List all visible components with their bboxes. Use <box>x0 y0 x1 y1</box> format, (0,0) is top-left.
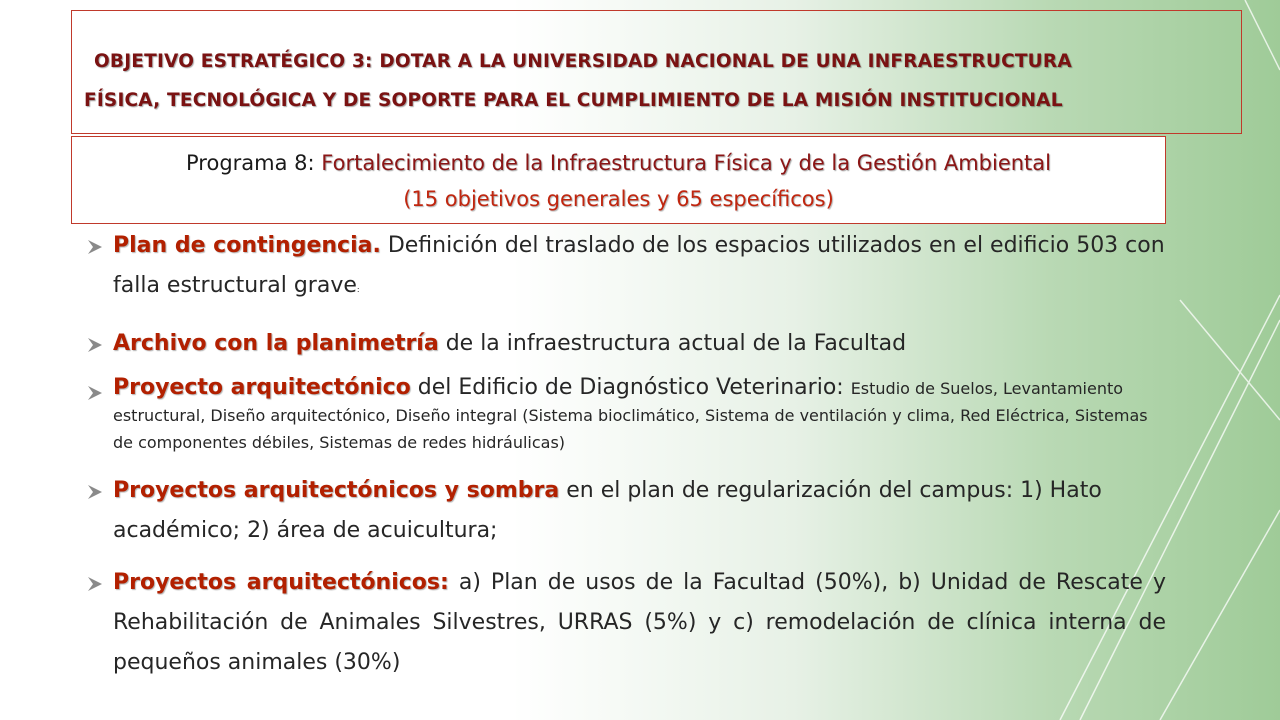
program-subtitle: (15 objetivos generales y 65 específicos) <box>403 187 834 211</box>
bullet-lead: Plan de contingencia. <box>113 233 381 258</box>
program-title <box>72 145 1165 181</box>
bullet-tiny-text: : <box>356 285 360 294</box>
bullet-item <box>84 563 1166 683</box>
bullet-text: en el plan de regularización del campus: 1) Hato académico; 2) área de acuicultura; <box>113 478 1102 543</box>
bullet-item <box>84 226 1166 310</box>
bullet-detail: Estudio de Suelos, Levantamiento estructural, Diseño arquitectónico, Diseño integral (Sistema bioclimático, Sistema de ventilación y clima, Red Eléctrica, Sistemas de componentes débiles, Sistemas de redes hidráulicas) <box>113 379 1148 452</box>
bullet-text: del Edificio de Diagnóstico Veterinario: <box>410 375 851 400</box>
arrow-bullet-icon <box>87 337 103 353</box>
bullet-item <box>84 471 1166 551</box>
objective-title-box <box>71 10 1242 134</box>
bullet-item <box>84 374 1166 456</box>
arrow-bullet-icon <box>87 484 103 500</box>
bullet-lead: Proyectos arquitectónicos y sombra <box>113 478 560 503</box>
program-box <box>71 136 1166 224</box>
bullet-list <box>84 226 1166 683</box>
arrow-bullet-icon <box>87 576 103 592</box>
arrow-bullet-icon <box>87 239 103 255</box>
bullet-text: a) Plan de usos de la Facultad (50%), b) Unidad de Rescate y Rehabilitación de Animales Silvestres, URRAS (5%) y c) remodelación de clínica interna de pequeños animales (30%) <box>113 570 1166 675</box>
arrow-bullet-icon <box>87 385 103 401</box>
bullet-lead: Proyecto arquitectónico <box>113 375 411 400</box>
bullet-lead: Archivo con la planimetría <box>113 331 439 356</box>
objective-text-line2: FÍSICA, TECNOLÓGICA Y DE SOPORTE PARA EL CUMPLIMIENTO DE LA MISIÓN INSTITUCIONAL <box>84 90 1063 111</box>
objective-label: OBJETIVO ESTRATÉGICO 3: <box>94 51 373 72</box>
program-separator: : <box>307 151 322 175</box>
program-name: Fortalecimiento de la Infraestructura Física y de la Gestión Ambiental <box>321 151 1051 175</box>
objective-text-line1: DOTAR A LA UNIVERSIDAD NACIONAL DE UNA INFRAESTRUCTURA <box>372 51 1072 72</box>
bullet-item <box>84 324 1166 364</box>
program-label: Programa 8 <box>186 151 308 175</box>
objective-title-line1 <box>84 42 1241 81</box>
bullet-text: de la infraestructura actual de la Facultad <box>438 331 907 356</box>
bullet-text: Definición del traslado de los espacios utilizados en el edificio 503 con falla estructural grave <box>113 233 1165 298</box>
bullet-lead: Proyectos arquitectónicos: <box>113 570 449 595</box>
